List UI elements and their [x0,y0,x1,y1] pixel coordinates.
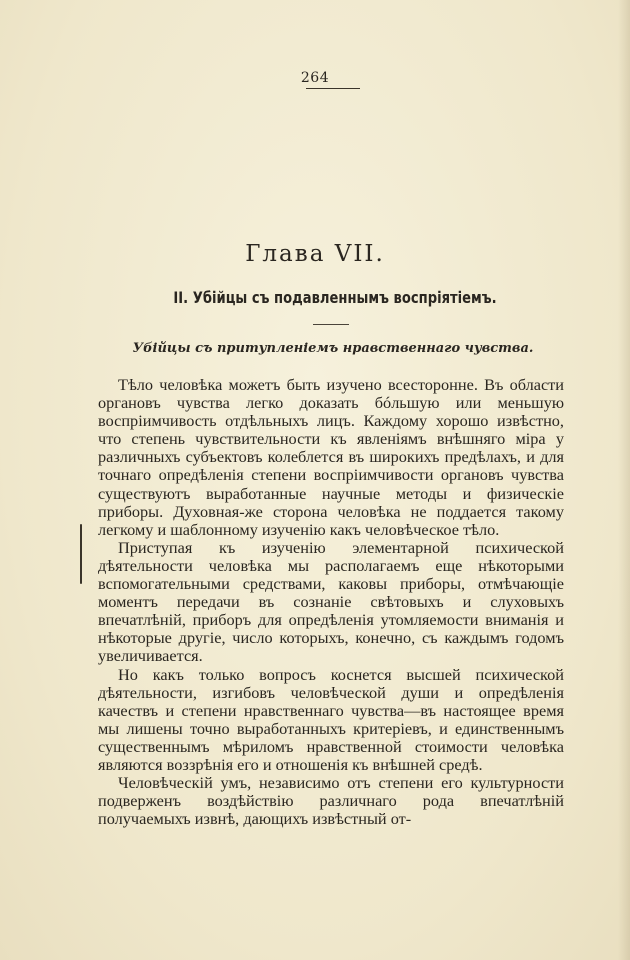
body-text [98,376,564,828]
chapter-title: Глава VII. [245,241,385,267]
section-divider [313,324,349,325]
paragraph: Человѣческій умъ, независимо отъ степени его культурности подверженъ воздѣйствію различнаго рода впечатлѣній получаемыхъ извнѣ, дающихъ извѣстный от- [98,773,564,829]
paragraph: Приступая къ изученію элементарной психической дѣятельности человѣка мы располагаемъ еще нѣкоторыми вспомогательными средствами, каковы приборы, отмѣчающіе моментъ передачи въ сознаніе свѣтовыхъ и слуховыхъ впечатлѣній, приборъ для опредѣленія утомляемости вниманія и нѣкоторые другіе, число которыхъ, конечно, съ каждымъ годомъ увеличивается. [98,537,564,666]
paragraph: Тѣло человѣка можетъ быть изучено всесторонне. Въ области органовъ чувства легко доказать бóльшую или меньшую воспріимчивость отдѣльныхъ лицъ. Каждому хорошо извѣстно, что степень чувствительности къ явленіямъ внѣшняго міра у различныхъ субъектовъ колеблется въ широкихъ предѣлахъ, и для точнаго опредѣленія степени воспріимчивости органовъ чувства существуютъ выработанные научные методы и физическіе приборы. Духовная-же сторона человѣка не поддается такому легкому и шаблонному изученію какъ человѣческое тѣло. [98,375,564,539]
paragraph: Но какъ только вопросъ коснется высшей психической дѣятельности, изгибовъ человѣческой души и опредѣленія качествъ и степени нравственнаго чувства—въ настоящее время мы лишены точно выработанныхъ критеріевъ, и единственнымъ существеннымъ мѣриломъ нравственной стоимости человѣка являются воззрѣнія его и отношенія къ внѣшней средѣ. [98,664,564,774]
page-number: 264 [300,70,330,86]
page-number-rule [306,88,360,89]
margin-pencil-mark [80,524,82,584]
page-edge-shadow [618,0,630,960]
subsection-title: Убійцы съ притупленіемъ нравственнаго чувства. [132,341,534,356]
section-title: II. Убійцы съ подавленнымъ воспріятіемъ. [173,288,497,307]
